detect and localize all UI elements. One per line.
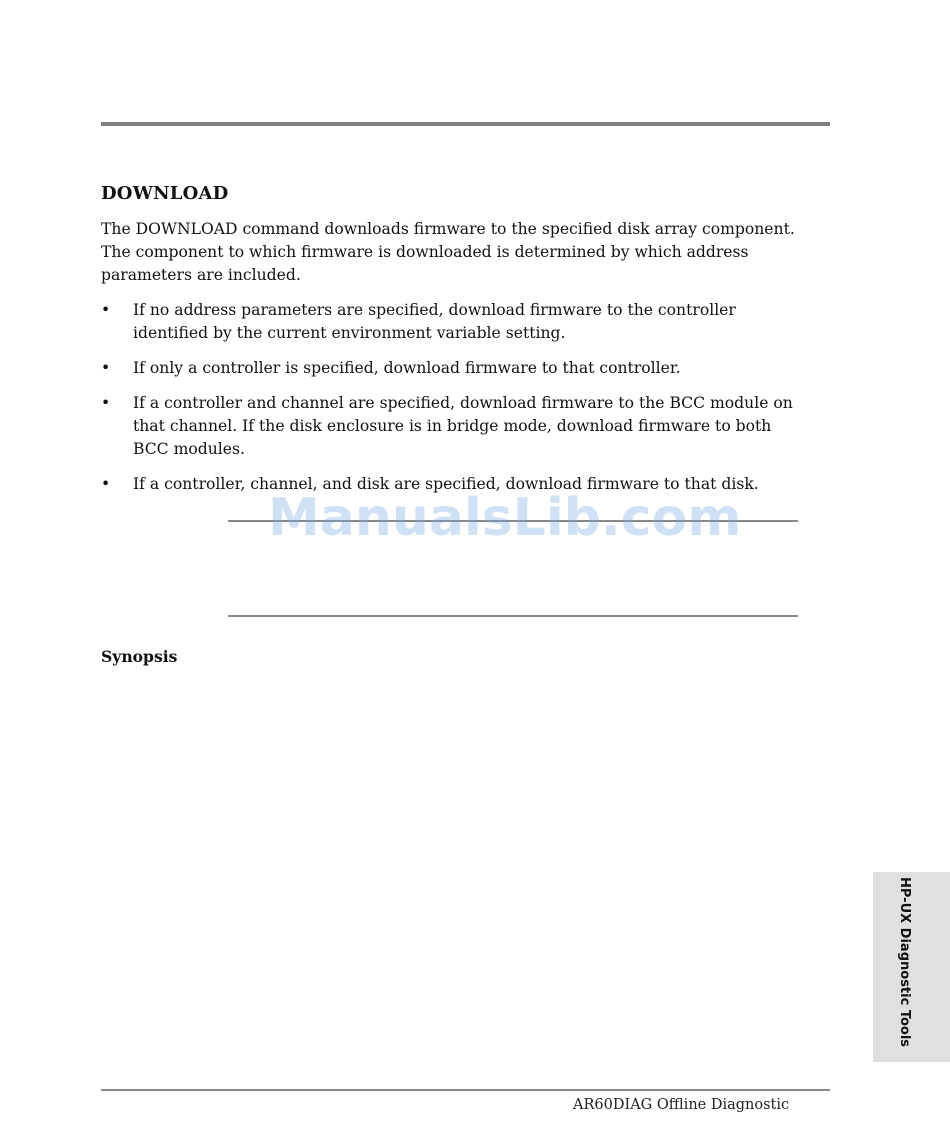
list-item-text: If a controller and channel are specified, download firmware to the BCC module on that channel. If the disk enclosure is in bridge mode, download firmware to both BCC modules. — [133, 394, 793, 458]
intro-paragraph: The DOWNLOAD command downloads firmware to the specified disk array component. The component to which firmware is downloaded is determined by which address parameters are included. — [101, 220, 795, 284]
bullet-list — [101, 299, 801, 508]
list-item — [101, 357, 801, 380]
list-item-text: If a controller, channel, and disk are specified, download firmware to that disk. — [133, 475, 759, 493]
side-tab-label: HP-UX Diagnostic Tools — [897, 877, 912, 1048]
list-item-text: If only a controller is specified, download firmware to that controller. — [133, 359, 681, 377]
list-item-text: If no address parameters are specified, download firmware to the controller identified by the current environment variable setting. — [133, 301, 736, 342]
section-title: DOWNLOAD — [101, 183, 229, 204]
synopsis-heading: Synopsis — [101, 647, 178, 666]
header-rule — [101, 122, 830, 126]
watermark: ManualsLib.com — [268, 488, 742, 548]
footer-rule — [101, 1089, 830, 1091]
list-item — [101, 299, 801, 345]
note-bottom-rule — [228, 615, 798, 617]
list-item — [101, 392, 801, 461]
bullet-icon: • — [101, 359, 111, 377]
bullet-icon: • — [101, 301, 111, 319]
bullet-icon: • — [101, 475, 111, 493]
bullet-icon: • — [101, 394, 111, 412]
footer-text: AR60DIAG Offline Diagnostic — [573, 1097, 790, 1113]
